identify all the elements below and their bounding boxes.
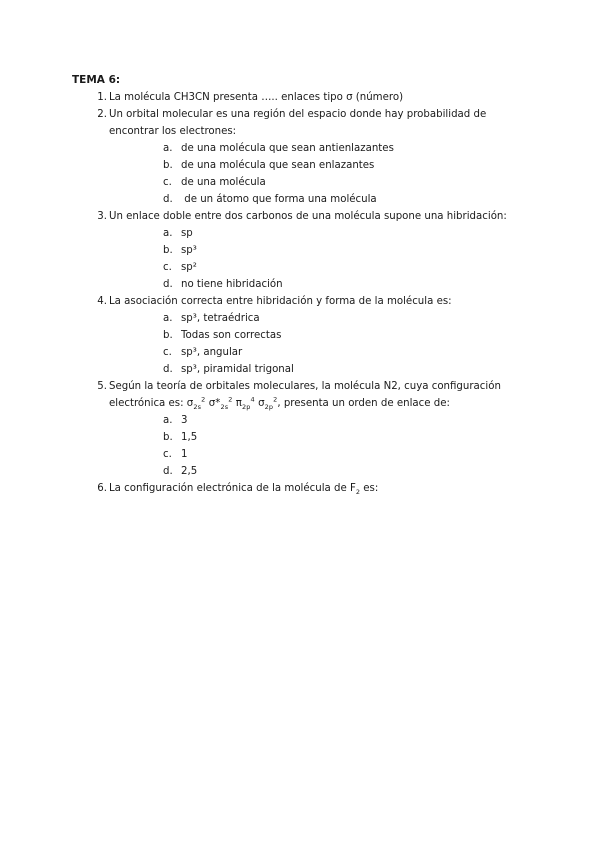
option-text: de una molécula (181, 177, 266, 188)
option-c (109, 174, 532, 191)
option-d (109, 191, 532, 208)
section-title: TEMA 6: (72, 74, 121, 86)
orbital-subscript: 2s (193, 403, 202, 412)
question-4 (72, 293, 532, 378)
question-6 (72, 480, 532, 497)
question-number: 4. (97, 296, 107, 307)
option-b (109, 242, 532, 259)
option-a (109, 310, 532, 327)
question-text: La configuración electrónica de la molécula de F (109, 483, 356, 494)
option-text: de una molécula que sean antienlazantes (181, 143, 394, 154)
option-letter: b. (163, 330, 173, 341)
option-text: 1 (181, 449, 188, 460)
question-number: 3. (97, 211, 107, 222)
option-letter: c. (163, 177, 172, 188)
option-text: 3 (181, 415, 188, 426)
option-d (109, 276, 532, 293)
option-b (109, 157, 532, 174)
option-letter: d. (163, 364, 173, 375)
option-text: sp (181, 228, 193, 239)
option-list (109, 310, 532, 378)
question-text: Un enlace doble entre dos carbonos de una molécula supone una hibridación: (109, 211, 507, 222)
question-text: La molécula CH3CN presenta ….. enlaces tipo σ (número) (109, 92, 404, 103)
orbital-symbol: π (235, 398, 243, 409)
question-2 (72, 106, 532, 208)
question-text: Un orbital molecular es una región del espacio donde hay probabilidad de encontrar los electrones: (109, 109, 487, 137)
option-text: sp³, tetraédrica (181, 313, 260, 324)
option-text: Todas son correctas (181, 330, 282, 341)
option-text: no tiene hibridación (181, 279, 283, 290)
orbital-superscript: 2 (201, 395, 206, 404)
option-text: 2,5 (181, 466, 198, 477)
orbital-subscript: 2p (264, 403, 274, 412)
option-letter: b. (163, 160, 173, 171)
option-c (109, 344, 532, 361)
option-text: de una molécula que sean enlazantes (181, 160, 375, 171)
option-letter: b. (163, 432, 173, 443)
question-number: 1. (97, 92, 107, 103)
option-text: sp³, piramidal trigonal (181, 364, 294, 375)
option-letter: d. (163, 466, 173, 477)
formula-subscript: 2 (355, 488, 360, 497)
option-letter: b. (163, 245, 173, 256)
option-list (109, 140, 532, 208)
orbital-symbol: σ (258, 398, 265, 409)
question-text-continued: , presenta un orden de enlace de: (277, 398, 450, 409)
orbital-subscript: 2s (220, 403, 229, 412)
option-c (109, 259, 532, 276)
electron-configuration (186, 395, 278, 412)
question-5 (72, 378, 532, 480)
option-text: sp² (181, 262, 197, 273)
option-d (109, 463, 532, 480)
option-letter: c. (163, 347, 172, 358)
question-number: 2. (97, 109, 107, 120)
option-letter: a. (163, 228, 173, 239)
option-c (109, 446, 532, 463)
option-letter: a. (163, 143, 173, 154)
question-text: La asociación correcta entre hibridación y forma de la molécula es: (109, 296, 452, 307)
option-list (109, 412, 532, 480)
option-letter: a. (163, 415, 173, 426)
option-letter: c. (163, 449, 172, 460)
option-a (109, 412, 532, 429)
option-b (109, 327, 532, 344)
option-letter: a. (163, 313, 173, 324)
option-list (109, 225, 532, 293)
question-list (72, 89, 532, 497)
question-text: Según la teoría de orbitales moleculares, la molécula N2, cuya configuración electrónica es: (109, 381, 501, 409)
orbital-symbol: σ* (208, 398, 221, 409)
option-d (109, 361, 532, 378)
orbital-superscript: 2 (273, 395, 278, 404)
question-number: 5. (97, 381, 107, 392)
option-letter: d. (163, 194, 173, 205)
option-text: de un átomo que forma una molécula (181, 194, 377, 205)
exam-content (72, 72, 532, 497)
option-letter: c. (163, 262, 172, 273)
orbital-subscript: 2p (242, 403, 251, 412)
option-b (109, 429, 532, 446)
orbital-superscript: 4 (250, 395, 255, 404)
option-text: 1,5 (181, 432, 198, 443)
question-1 (72, 89, 532, 106)
option-text: sp³, angular (181, 347, 243, 358)
question-number: 6. (97, 483, 107, 494)
option-letter: d. (163, 279, 173, 290)
question-text-continued: es: (360, 483, 379, 494)
option-a (109, 225, 532, 242)
option-text: sp³ (181, 245, 197, 256)
orbital-symbol: σ (186, 398, 194, 409)
orbital-superscript: 2 (228, 395, 233, 404)
option-a (109, 140, 532, 157)
question-3 (72, 208, 532, 293)
